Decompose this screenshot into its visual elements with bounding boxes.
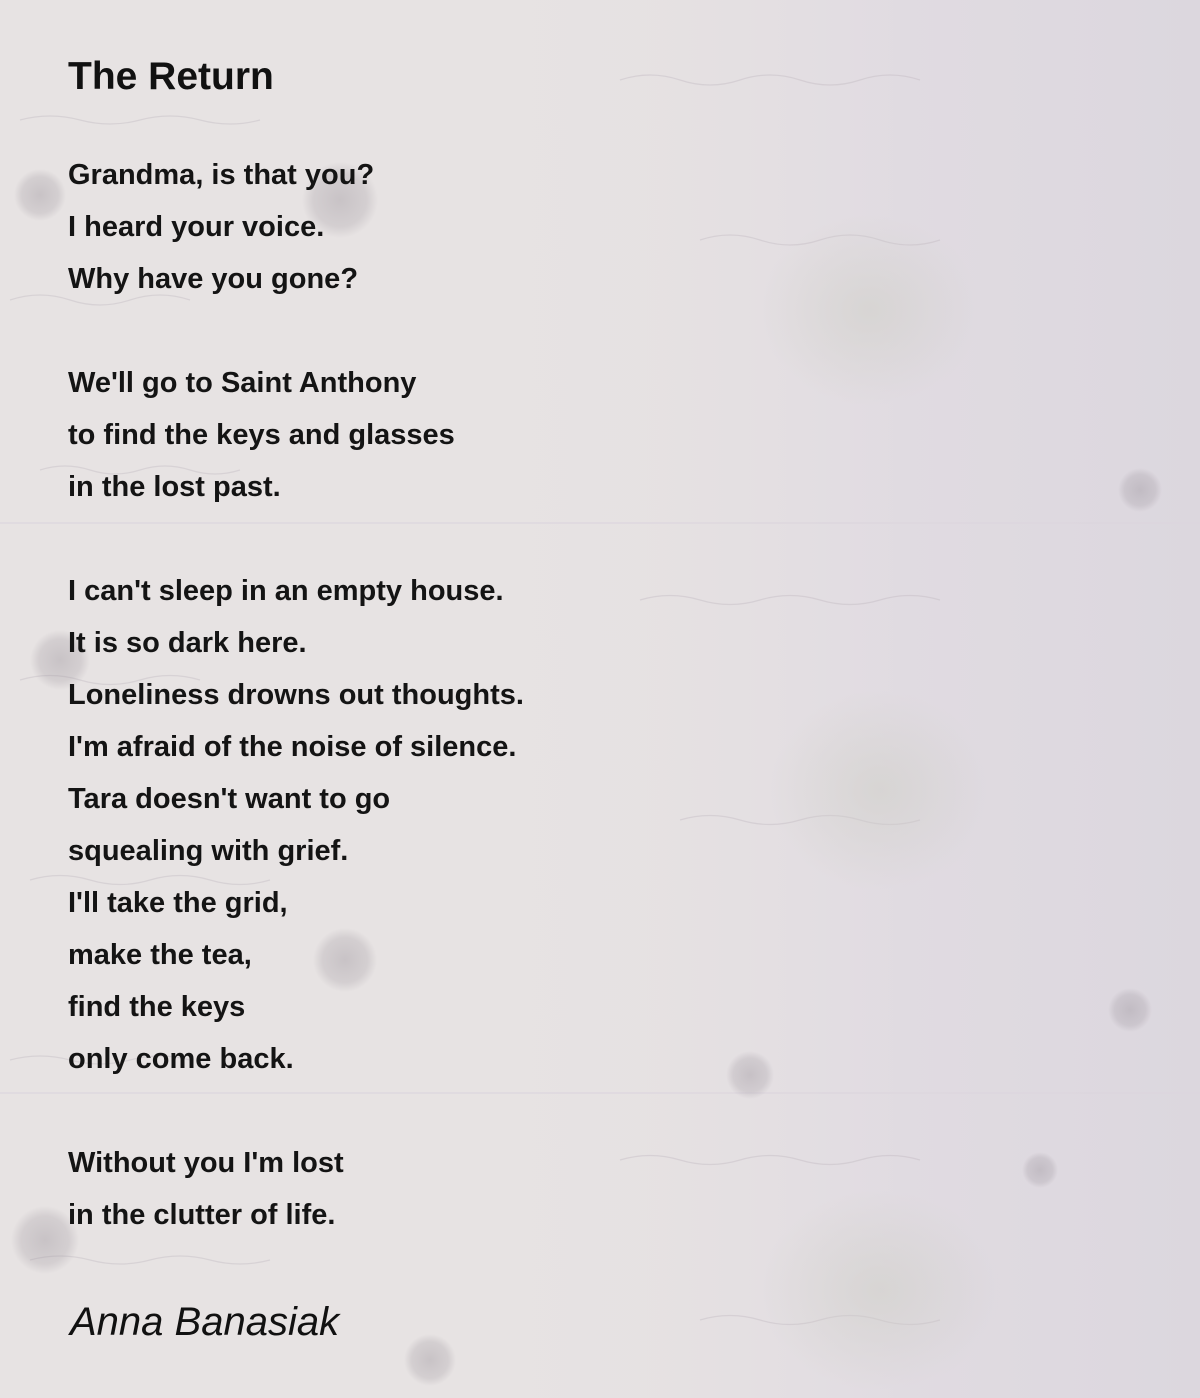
poem-line: It is so dark here.: [68, 627, 307, 659]
poem-line: Without you I'm lost: [68, 1147, 344, 1179]
poem-line: I heard your voice.: [68, 211, 325, 243]
poem-line: only come back.: [68, 1043, 294, 1075]
poem-body: [68, 149, 1068, 1293]
poem-line: I'm afraid of the noise of silence.: [68, 731, 517, 763]
poem-line: to find the keys and glasses: [68, 419, 455, 451]
stanza-4: [68, 1137, 1068, 1241]
poem-line: We'll go to Saint Anthony: [68, 367, 417, 399]
poem-line: make the tea,: [68, 939, 252, 971]
poem-line: in the clutter of life.: [68, 1199, 336, 1231]
poem-author: Anna Banasiak: [70, 1300, 340, 1344]
poem-line: Loneliness drowns out thoughts.: [68, 679, 524, 711]
stanza-1: [68, 149, 1068, 305]
stanza-3: [68, 565, 1068, 1085]
poem-line: Tara doesn't want to go: [68, 783, 391, 815]
poem-line: I'll take the grid,: [68, 887, 288, 919]
poem-title: The Return: [68, 55, 274, 98]
poem-line: Why have you gone?: [68, 263, 359, 295]
poem-line: in the lost past.: [68, 471, 281, 503]
poem-line: find the keys: [68, 991, 246, 1023]
poem-line: I can't sleep in an empty house.: [68, 575, 504, 607]
poem-line: Grandma, is that you?: [68, 159, 375, 191]
poem-line: squealing with grief.: [68, 835, 349, 867]
stanza-2: [68, 357, 1068, 513]
